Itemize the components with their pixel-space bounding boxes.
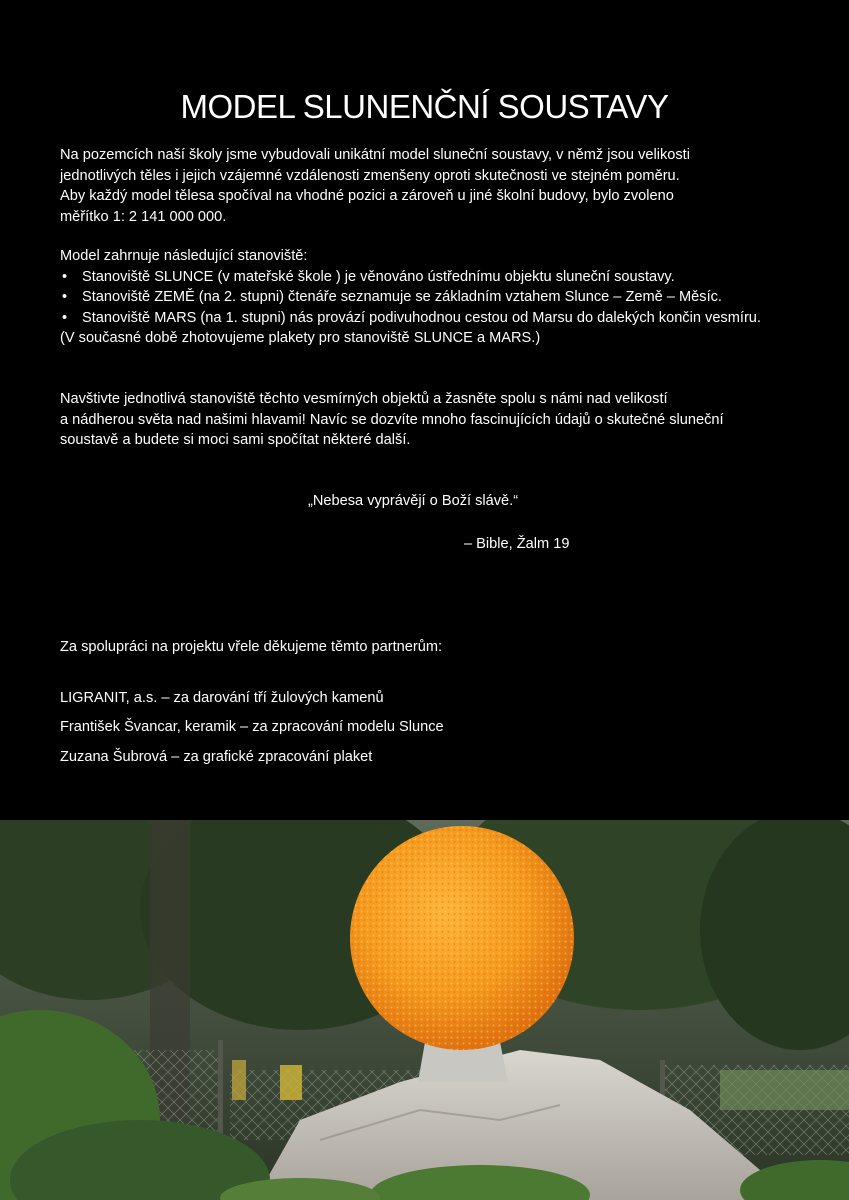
station-item-slunce: • Stanoviště SLUNCE (v mateřské škole ) je věnováno ústřednímu objektu sluneční soustavy. [60, 267, 800, 288]
stations-heading: Model zahrnuje následující stanoviště: [60, 248, 308, 264]
sun-model-photo [0, 820, 849, 1200]
intro-line: jednotlivých těles i jejich vzájemné vzdálenosti zmenšeny oproti skutečnosti ve stejném poměru. [60, 167, 680, 184]
stations-note: (V současné době zhotovujeme plakety pro stanoviště SLUNCE a MARS.) [60, 330, 541, 347]
stations-section [60, 246, 800, 349]
station-item-mars: • Stanoviště MARS (na 1. stupni) nás provází podivuhodnou cestou od Marsu do dalekých končin vesmíru. [60, 308, 762, 329]
page-title: MODEL SLUNENČNÍ SOUSTAVY [180, 88, 669, 126]
invite-line: Navštivte jednotlivá stanoviště těchto vesmírných objektů a žasněte spolu s námi nad velikostí [60, 391, 668, 407]
partners-heading: Za spolupráci na projektu vřele děkujeme těmto partnerům: [60, 639, 443, 655]
stations-list [60, 267, 800, 329]
intro-line: Aby každý model tělesa spočíval na vhodné pozici a zároveň u jiné školní budovy, bylo zvoleno [60, 188, 674, 205]
partner-item-subrova: Zuzana Šubrová – za grafické zpracování plaket [60, 749, 373, 765]
bible-quote: „Nebesa vyprávějí o Boží slávě.“ [308, 493, 519, 509]
partner-item-ligranit: LIGRANIT, a.s. – za darování tří žulových kamenů [60, 690, 384, 706]
intro-paragraph [60, 145, 800, 227]
sun-model-photo-svg [0, 820, 849, 1200]
quote-source: – Bible, Žalm 19 [464, 536, 570, 552]
intro-line: Na pozemcích naší školy jsme vybudovali unikátní model sluneční soustavy, v němž jsou velikosti [60, 147, 690, 163]
partner-item-svancar: František Švancar, keramik – za zpracování modelu Slunce [60, 719, 444, 735]
invite-line: soustavě a budete si moci sami spočítat některé další. [60, 432, 411, 449]
invite-line: a nádherou světa nad našimi hlavami! Navíc se dozvíte mnoho fascinujících údajů o skutečné sluneční [60, 411, 724, 428]
station-item-zeme: • Stanoviště ZEMĚ (na 2. stupni) čtenáře seznamuje se základním vztahem Slunce – Země – Měsíc. [60, 287, 800, 308]
intro-line: měřítko 1: 2 141 000 000. [60, 208, 227, 225]
invite-paragraph [60, 389, 800, 451]
